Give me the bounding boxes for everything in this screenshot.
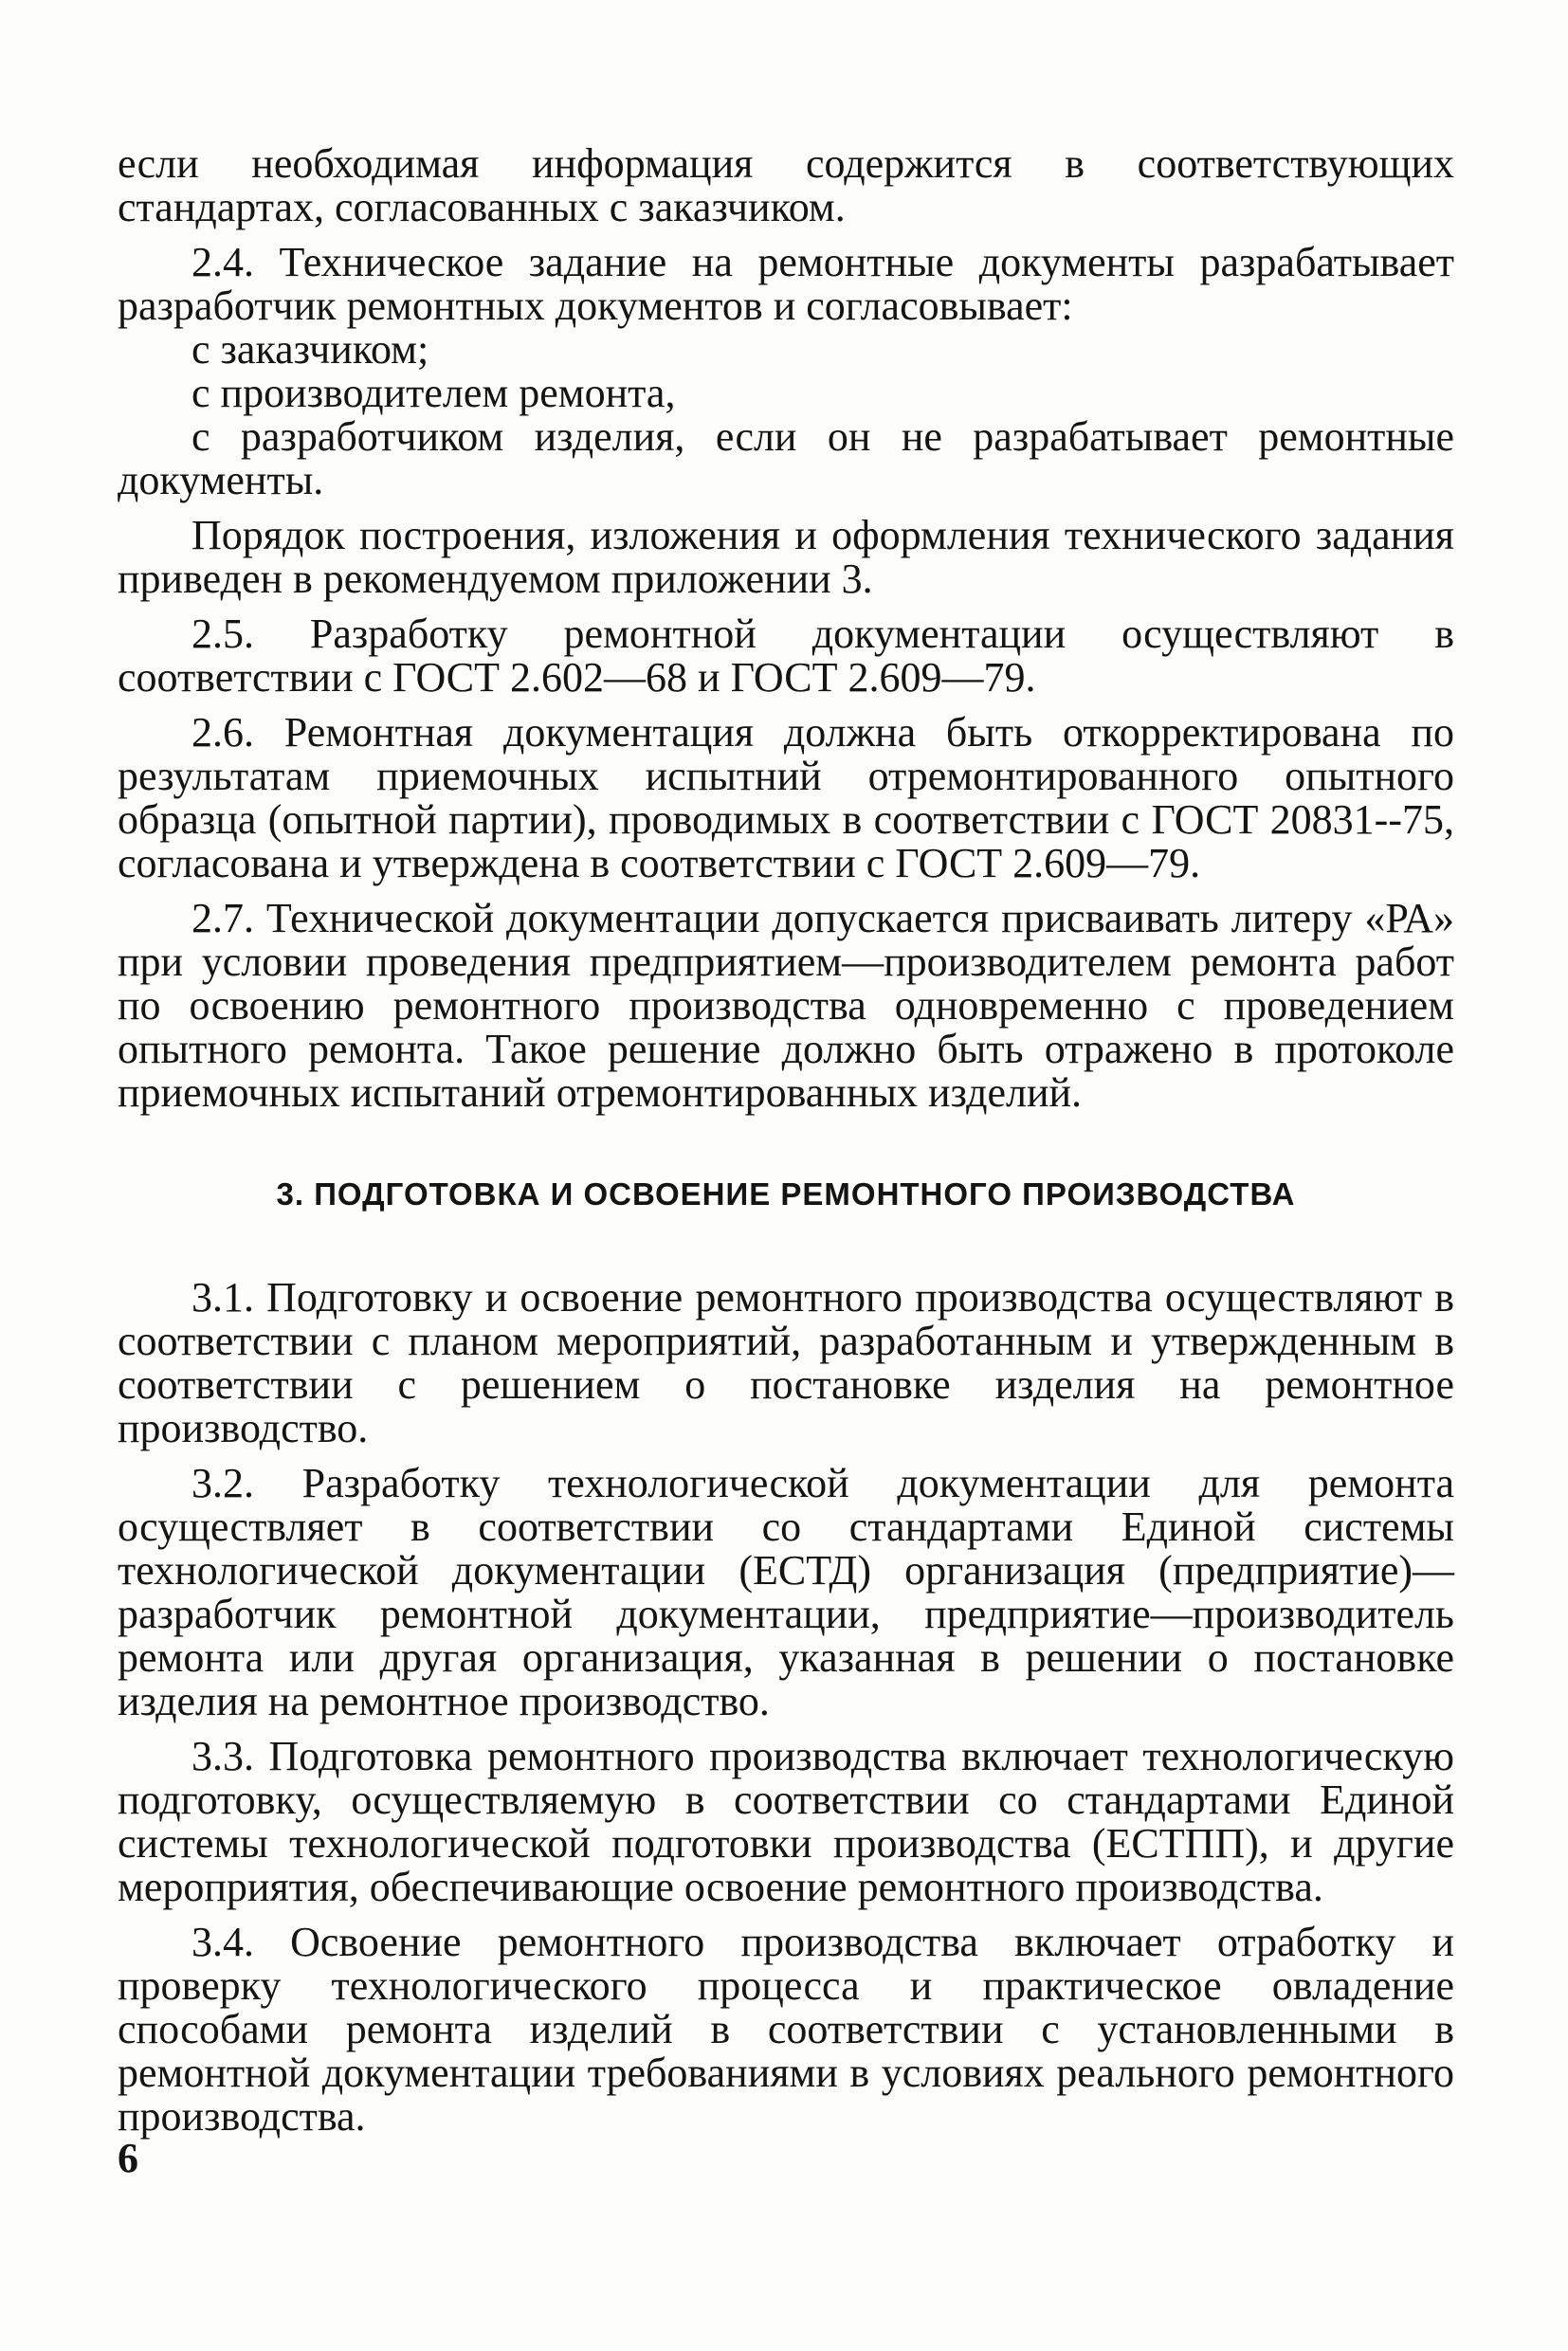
list-item-customer: с заказчиком; xyxy=(191,326,429,373)
page-text-block xyxy=(118,142,1454,2150)
paragraph-clause-2-6: 2.6. Ремонтная документация должна быть откорректирована по результатам приемочных испытний отремонтированного опытного образца (опытной партии), проводимых в соответствии с ГОСТ 20831--75, согласована и утверждена в соответствии с ГОСТ 2.609—79. xyxy=(118,709,1454,886)
paragraph-clause-2-4: 2.4. Техническое задание на ремонтные документы разрабатывает разработчик ремонтных документов и согласовывает: xyxy=(118,239,1454,329)
paragraph-clause-3-1: 3.1. Подготовку и освоение ремонтного производства осуществляют в соответствии с планом мероприятий, разработанным и утвержденным в соответствии с решением о постановке изделия на ремонтное производство. xyxy=(118,1274,1454,1451)
paragraph-procedure-note: Порядок построения, изложения и оформления технического задания приведен в рекомендуемом приложении 3. xyxy=(118,512,1454,602)
paragraph-clause-3-4: 3.4. Освоение ремонтного производства включает отработку и проверку технологического процесса и практическое овладение способами ремонта изделий в соответствии с установленными в ремонтной документации требованиями в условиях реального ремонтного производства. xyxy=(118,1919,1454,2140)
page-number: 6 xyxy=(118,2135,138,2181)
paragraph-clause-2-7: 2.7. Технической документации допускается присваивать литеру «РА» при условии проведения предприятием—производителем ремонта работ по освоению ремонтного производства одновременно с проведением опытного ремонта. Такое решение должно быть отражено в протоколе приемочных испытаний отремонтированных изделий. xyxy=(118,895,1454,1116)
paragraph-clause-3-3: 3.3. Подготовка ремонтного производства включает технологическую подготовку, осуществляемую в соответствии со стандартами Единой системы технологической подготовки производства (ЕСТПП), и другие мероприятия, обеспечивающие освоение ремонтного производства. xyxy=(118,1733,1454,1910)
list-item-product-developer: с разработчиком изделия, если он не разрабатывает ремонтные документы. xyxy=(118,413,1454,503)
paragraph-clause-3-2: 3.2. Разработку технологической документации для ремонта осуществляет в соответствии со стандартами Единой системы технологической документации (ЕСТД) организация (предприятие)—разработчик ремонтной документации, предприятие—производитель ремонта или другая организация, указанная в решении о постановке изделия на ремонтное производство. xyxy=(118,1460,1454,1724)
list-item-repair-producer: с производителем ремонта, xyxy=(191,370,676,416)
paragraph-intro-continuation: если необходимая информация содержится в соответствующих стандартах, согласованных с заказчиком. xyxy=(118,140,1454,230)
paragraph-clause-2-5: 2.5. Разработку ремонтной документации осуществляют в соответствии с ГОСТ 2.602—68 и ГОСТ 2.609—79. xyxy=(118,611,1454,701)
section-heading: 3. ПОДГОТОВКА И ОСВОЕНИЕ РЕМОНТНОГО ПРОИЗВОДСТВА xyxy=(276,1176,1296,1212)
